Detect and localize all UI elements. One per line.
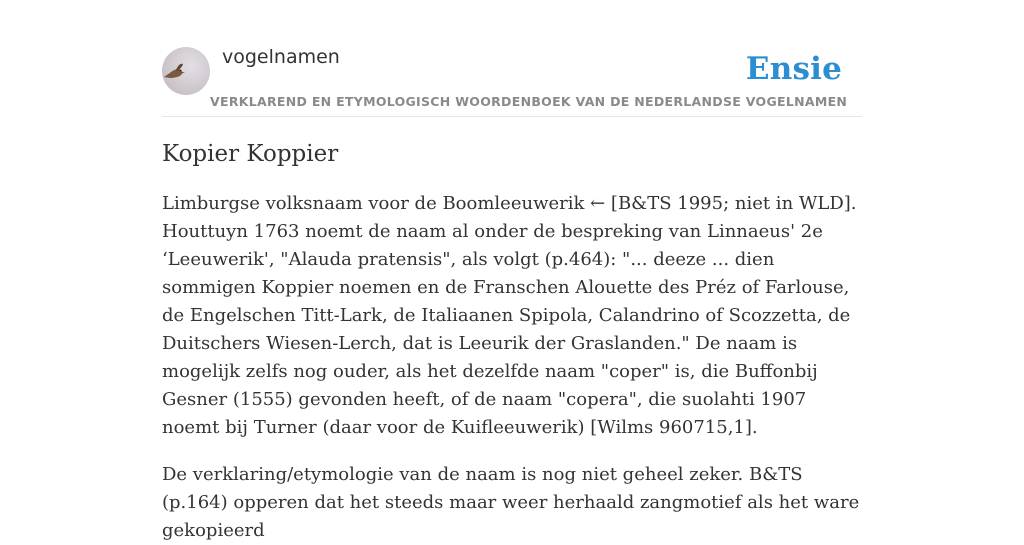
article-paragraph: De verklaring/etymologie van de naam is nog niet geheel zeker. B&TS (p.164) opperen dat het steeds maar weer herhaald zangmotief als het ware gekopieerd bbox=[162, 464, 860, 541]
article-body bbox=[162, 190, 862, 545]
site-name-link[interactable]: vogelnamen bbox=[222, 46, 340, 68]
site-header bbox=[162, 0, 862, 117]
article-paragraph: Limburgse volksnaam voor de Boomleeuwerik ← [B&TS 1995; niet in WLD]. Houttuyn 1763 noemt de naam al onder de bespreking van Linnaeus' 2e ‘Leeuwerik', "Alauda pratensis", als volgt (p.464): "... deeze ... dien sommigen Koppier noemen en de Franschen Alouette des Préz of Farlouse, de Engelschen Titt-Lark, de Italiaanen Spipola, Calandrino of Scozzetta, de Duitschers Wiesen-Lerch, dat is Leeurik der Graslanden." De naam is mogelijk zelfs nog ouder, als het dezelfde naam "coper" is, die Buffonbij Gesner (1555) gevonden heeft, of de naam "copera", die suolahti 1907 noemt bij Turner (daar voor de Kuifleeuwerik) [Wilms 960715,1]. bbox=[162, 193, 857, 438]
avatar[interactable] bbox=[162, 47, 210, 95]
bird-icon bbox=[162, 47, 210, 95]
page-title: Kopier Koppier bbox=[162, 141, 339, 167]
site-tagline: VERKLAREND EN ETYMOLOGISCH WOORDENBOEK VAN DE NEDERLANDSE VOGELNAMEN bbox=[210, 94, 848, 109]
page bbox=[162, 0, 862, 545]
brand-logo-link[interactable]: Ensie bbox=[745, 51, 842, 87]
